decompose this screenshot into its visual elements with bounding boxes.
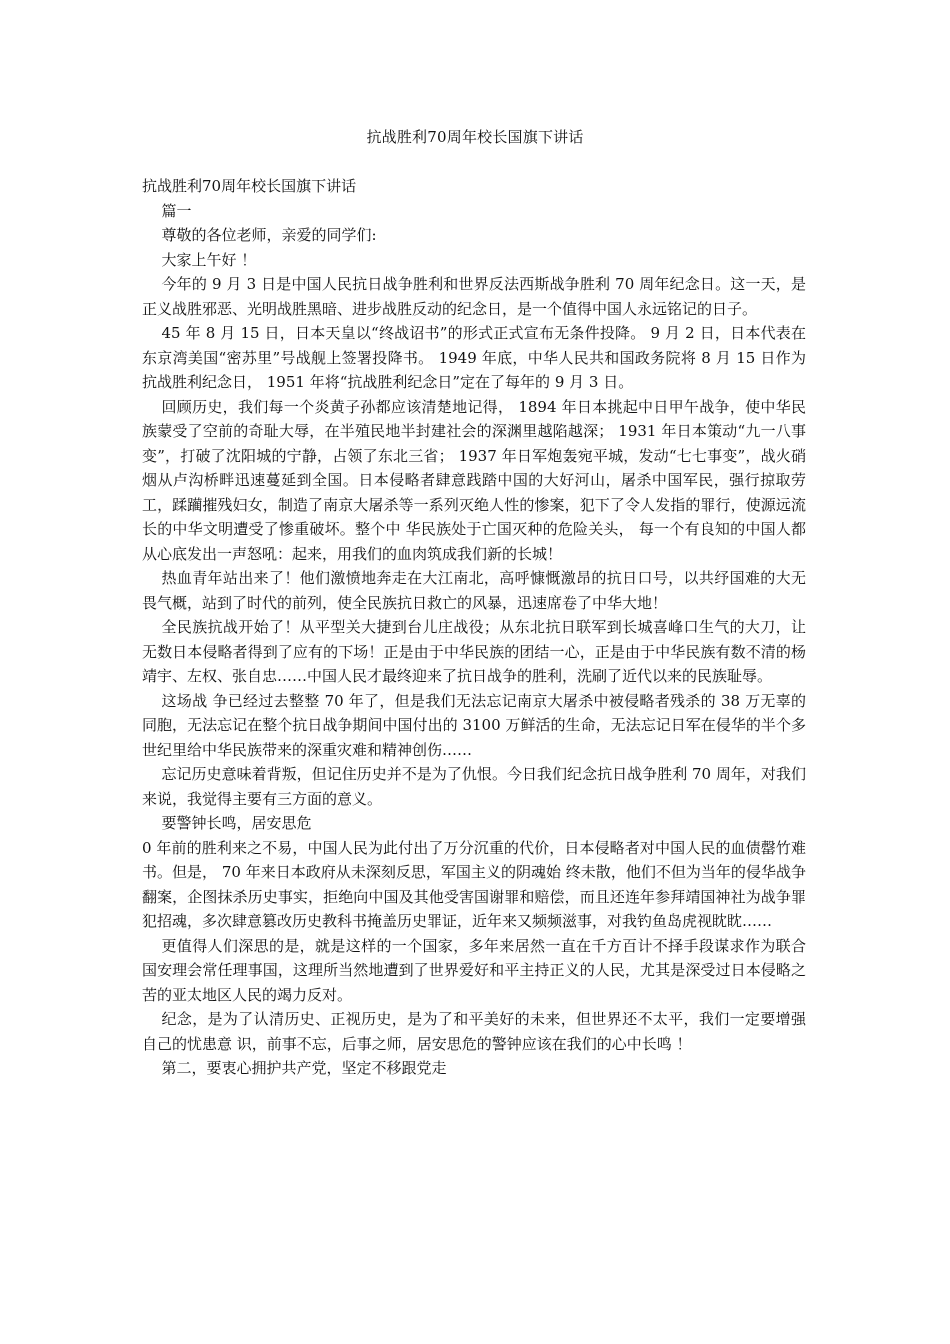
paragraph: 45 年 8 月 15 日，日本天皇以“终战诏书”的形式正式宣布无条件投降。 9 月 2 日，日本代表在东京湾美国“密苏里”号战舰上签署投降书。 1949 年底，中华人民共和国政务院将 8 月 15 日作为抗战胜利纪念日， 1951 年将“抗战胜利纪念日”定在了每年的 9 月 3 日。	[142, 324, 806, 391]
paragraph: 今年的 9 月 3 日是中国人民抗日战争胜利和世界反法西斯战争胜利 70 周年纪念日。这一天，是正义战胜邪恶、光明战胜黑暗、进步战胜反动的纪念日，是一个值得中国人永远铭记的日子。	[142, 275, 806, 318]
greeting: 大家上午好 ！	[161, 250, 257, 269]
document-heading: 抗战胜利70周年校长国旗下讲话	[142, 177, 357, 195]
paragraph: 全民族抗战开始了！从平型关大捷到台儿庄战役；从东北抗日联军到长城喜峰口生气的大刀，让无数日本侵略者得到了应有的下场！正是由于中华民族的团结一心，正是由于中华民族有数不清的杨靖宇、左权、张自忠……中国人民才最终迎来了抗日战争的胜利，洗刷了近代以来的民族耻辱。	[142, 618, 806, 685]
paragraph: 热血青年站出来了！他们激愤地奔走在大江南北，高呼慷慨激昂的抗日口号，以共纾国难的大无畏气概，站到了时代的前列，使全民族抗日救亡的风暴，迅速席卷了中华大地！	[142, 569, 806, 612]
document-body	[142, 174, 806, 1081]
subheading: 要警钟长鸣，居安思危	[161, 814, 312, 832]
salutation: 尊敬的各位老师，亲爱的同学们:	[161, 226, 377, 244]
paragraph: 忘记历史意味着背叛，但记住历史并不是为了仇恨。今日我们纪念抗日战争胜利 70 周年，对我们来说，我觉得主要有三方面的意义。	[142, 765, 806, 808]
page-title: 抗战胜利70周年校长国旗下讲话	[366, 128, 584, 146]
paragraph: 更值得人们深思的是，就是这样的一个国家，多年来居然一直在千方百计不择手段谋求作为联合国安理会常任理事国，这理所当然地遭到了世界爱好和平主持正义的人民，尤其是深受过日本侵略之苦的亚太地区人民的竭力反对。	[142, 936, 806, 1004]
section-label: 篇一	[161, 201, 192, 220]
paragraph: 回顾历史，我们每一个炎黄子孙都应该清楚地记得， 1894 年日本挑起中日甲午战争，使中华民族蒙受了空前的奇耻大辱，在半殖民地半封建社会的深渊里越陷越深； 1931 年日本策动“九一八事变”，打破了沈阳城的宁静，占领了东北三省； 1937 年日军炮轰宛平城，发动“七七事变”，战火硝烟从卢沟桥畔迅速蔓延到全国。日本侵略者肆意践踏中国的大好河山，屠杀中国军民，强行掠取劳工，蹂躏摧残妇女，制造了南京大屠杀等一系列灭绝人性的惨案，犯下了令人发指的罪行，使源远流长的中华文明遭受了惨重破坏。整个中 华民族处于亡国灭种的危险关头， 每一个有良知的中国人都从心底发出一声怒吼：起来，用我们的血肉筑成我们新的长城！	[142, 397, 806, 563]
paragraph: 0 年前的胜利来之不易，中国人民为此付出了万分沉重的代价，日本侵略者对中国人民的血债罄竹难书。但是， 70 年来日本政府从未深刻反思，军国主义的阴魂始 终未散，他们不但为当年的侵华战争翻案，企图抹杀历史事实，拒绝向中国及其他受害国谢罪和赔偿，而且还连年参拜靖国神社为战争罪犯招魂，多次肆意篡改历史教科书掩盖历史罪证，近年来又频频滋事，对我钓鱼岛虎视眈眈……	[142, 838, 806, 930]
subheading: 第二，要衷心拥护共产党，坚定不移跟党走	[161, 1059, 447, 1077]
paragraph: 这场战 争已经过去整整 70 年了，但是我们无法忘记南京大屠杀中被侵略者残杀的 38 万无辜的同胞，无法忘记在整个抗日战争期间中国付出的 3100 万鲜活的生命，无法忘记日军在侵华的半个多世纪里给中华民族带来的深重灾难和精神创伤……	[142, 691, 806, 759]
paragraph: 纪念，是为了认清历史、正视历史，是为了和平美好的未来，但世界还不太平，我们一定要增强自己的忧患意 识，前事不忘，后事之师，居安思危的警钟应该在我们的心中长鸣 ！	[142, 1010, 806, 1053]
